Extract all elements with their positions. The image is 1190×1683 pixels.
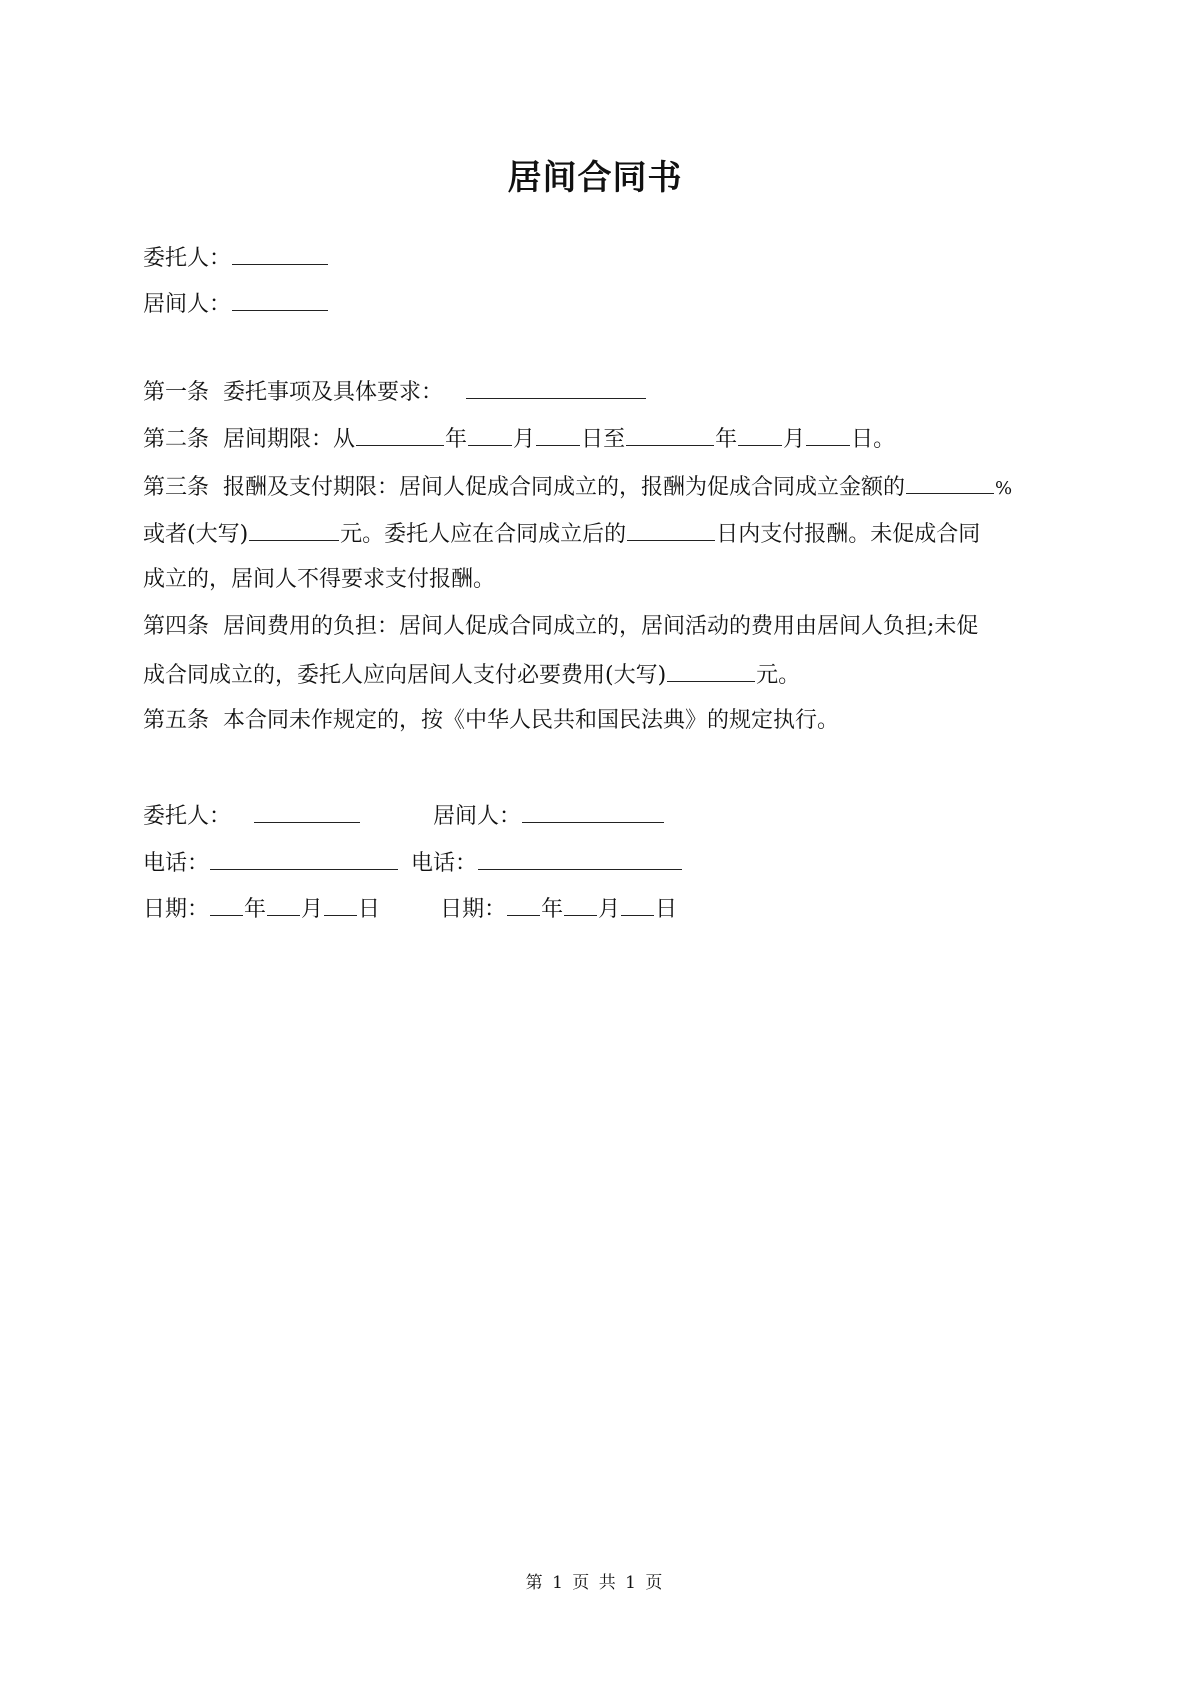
- signature-phone-row: [143, 847, 683, 879]
- date-client-day-blank[interactable]: [324, 893, 357, 916]
- end-year-label: 年: [715, 427, 738, 452]
- article-2-text-from: 居间期限：从: [223, 427, 356, 452]
- date-intermediary-year-label: 年: [541, 897, 564, 922]
- date-intermediary-day-label: 日: [655, 897, 678, 922]
- article-1-text: 委托事项及具体要求：: [223, 380, 444, 405]
- intermediary-line: [143, 288, 329, 320]
- article-5-label: 第五条: [143, 708, 210, 733]
- article-3-text-2a: 或者(大写): [143, 522, 249, 547]
- article-3-line-1: [143, 471, 1012, 504]
- payment-days-blank[interactable]: [627, 518, 715, 541]
- article-3-text-3: 成立的，居间人不得要求支付报酬。: [143, 567, 496, 592]
- article-3-text-1: 报酬及支付期限：居间人促成合同成立的，报酬为促成合同成立金额的: [223, 475, 906, 500]
- article-3-text-2b: 元。委托人应在合同成立后的: [340, 522, 627, 547]
- commission-amount-blank[interactable]: [249, 518, 339, 541]
- intermediary-label: 居间人：: [143, 292, 232, 317]
- end-year-blank[interactable]: [626, 423, 714, 446]
- date-intermediary-month-blank[interactable]: [564, 893, 597, 916]
- article-3-line-3: [143, 565, 495, 595]
- signature-date-row: [143, 893, 677, 925]
- commission-percent-blank[interactable]: [906, 471, 994, 494]
- page-footer: 第 1 页 共 1 页: [525, 1573, 665, 1593]
- article-3-label: 第三条: [143, 475, 210, 500]
- date-intermediary-month-label: 月: [598, 897, 621, 922]
- start-day-blank[interactable]: [536, 423, 580, 446]
- intermediary-blank[interactable]: [232, 288, 328, 311]
- date-label-intermediary: 日期：: [440, 897, 507, 922]
- expense-amount-blank[interactable]: [667, 659, 755, 682]
- phone-client-blank[interactable]: [210, 847, 398, 870]
- date-intermediary-year-blank[interactable]: [507, 893, 540, 916]
- article-1-label: 第一条: [143, 380, 210, 405]
- article-4-line-2: [143, 659, 800, 691]
- article-3-text-2c: 日内支付报酬。未促成合同: [716, 522, 981, 547]
- client-line: [143, 242, 329, 274]
- date-client-year-blank[interactable]: [210, 893, 243, 916]
- article-4-line-1: [143, 612, 978, 642]
- date-client-month-label: 月: [301, 897, 324, 922]
- article-2: [143, 423, 895, 455]
- end-day-label: 日。: [851, 427, 896, 452]
- date-intermediary-day-blank[interactable]: [621, 893, 654, 916]
- start-month-label: 月: [513, 427, 536, 452]
- percent-sign: %: [995, 478, 1013, 499]
- client-blank[interactable]: [232, 242, 328, 265]
- date-client-year-label: 年: [244, 897, 267, 922]
- phone-intermediary-blank[interactable]: [478, 847, 682, 870]
- start-year-label: 年: [445, 427, 468, 452]
- date-client-day-label: 日: [358, 897, 381, 922]
- article-5-text: 本合同未作规定的，按《中华人民共和国民法典》的规定执行。: [223, 708, 840, 733]
- signature-intermediary-blank[interactable]: [522, 800, 664, 823]
- date-client-month-blank[interactable]: [267, 893, 300, 916]
- start-day-label: 日至: [581, 427, 626, 452]
- article-4-text-1: 居间费用的负担：居间人促成合同成立的，居间活动的费用由居间人负担;未促: [223, 614, 979, 639]
- article-1: [143, 376, 647, 408]
- date-label-client: 日期：: [143, 897, 210, 922]
- signature-parties-row: [143, 800, 665, 832]
- article-4-label: 第四条: [143, 614, 210, 639]
- signature-client-label: 委托人：: [143, 804, 232, 829]
- article-3-line-2: [143, 518, 980, 550]
- article-1-blank[interactable]: [466, 376, 646, 399]
- article-5: [143, 706, 839, 736]
- article-4-text-2b: 元。: [756, 663, 801, 688]
- signature-client-blank[interactable]: [254, 800, 360, 823]
- end-month-label: 月: [783, 427, 806, 452]
- end-month-blank[interactable]: [738, 423, 782, 446]
- start-year-blank[interactable]: [356, 423, 444, 446]
- phone-label-client: 电话：: [143, 851, 210, 876]
- signature-intermediary-label: 居间人：: [433, 804, 522, 829]
- article-4-text-2a: 成合同成立的，委托人应向居间人支付必要费用(大写): [143, 663, 667, 688]
- article-2-label: 第二条: [143, 427, 210, 452]
- end-day-blank[interactable]: [806, 423, 850, 446]
- document-title: 居间合同书: [507, 158, 683, 198]
- start-month-blank[interactable]: [468, 423, 512, 446]
- phone-label-intermediary: 电话：: [411, 851, 478, 876]
- client-label: 委托人：: [143, 246, 232, 271]
